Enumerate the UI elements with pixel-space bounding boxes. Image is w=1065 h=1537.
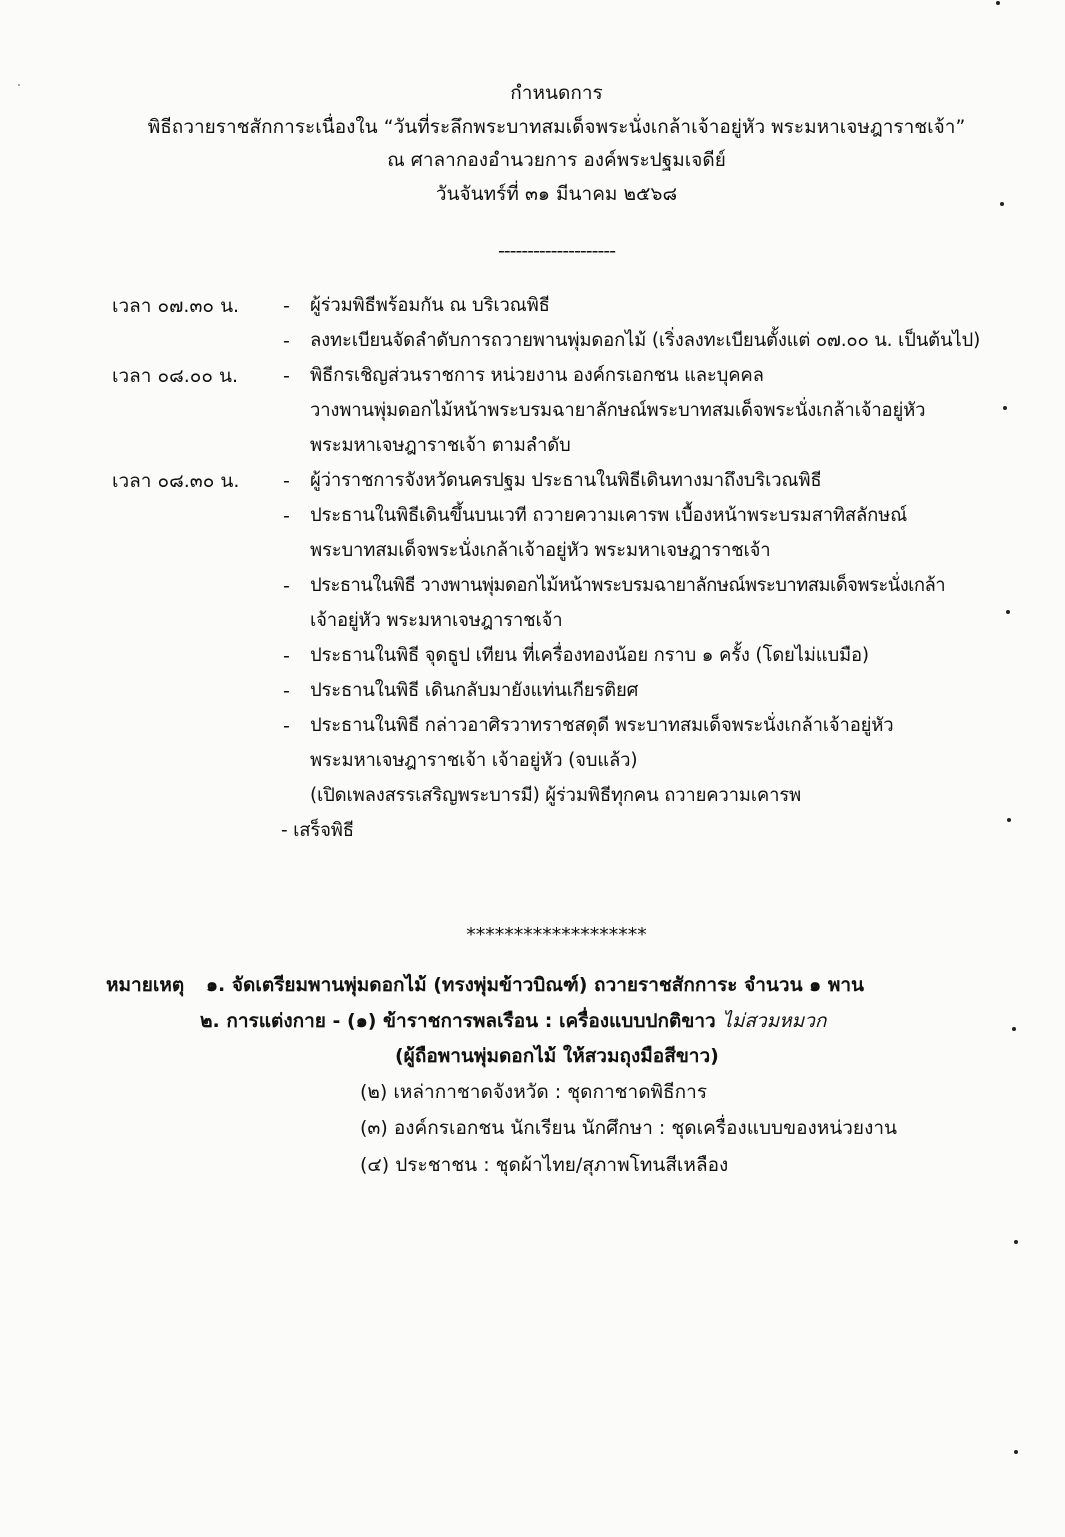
schedule-item-cont: วางพานพุ่มดอกไม้หน้าพระบรมฉายาลักษณ์พระบาทสมเด็จพระนั่งเกล้าเจ้าอยู่หัว [310, 400, 926, 421]
schedule-item: ประธานในพิธี วางพานพุ่มดอกไม้หน้าพระบรมฉายาลักษณ์พระบาทสมเด็จพระนั่งเกล้า [310, 575, 945, 596]
schedule-item: ประธานในพิธี จุดธูป เทียน ที่เครื่องทองน้อย กราบ ๑ ครั้ง (โดยไม่แบมือ) [310, 645, 869, 666]
schedule-item: ลงทะเบียนจัดลำดับการถวายพานพุ่มดอกไม้ (เริ่งลงทะเบียนตั้งแต่ ๐๗.๐๐ น. เป็นต้นไป) [310, 330, 981, 351]
header-divider: -------------------- [497, 240, 616, 262]
scan-speck [1006, 610, 1010, 614]
scan-speck [1000, 202, 1004, 206]
scan-speck [1014, 1240, 1018, 1244]
note-item-cont: (๔) ประชาชน : ชุดผ้าไทย/สุภาพโทนสีเหลือง [360, 1154, 729, 1176]
schedule-item: พิธีกรเชิญส่วนราชการ หน่วยงาน องค์กรเอกชน และบุคคล [310, 365, 764, 386]
bullet-dash: - [283, 330, 290, 352]
bullet-dash: - [283, 680, 290, 702]
notes-label: หมายเหตุ [106, 974, 185, 996]
schedule-item: ประธานในพิธีเดินขึ้นบนเวที ถวายความเคารพ เบื้องหน้าพระบรมสาทิสลักษณ์ [310, 505, 908, 526]
note-item-cont: (๓) องค์กรเอกชน นักเรียน นักศึกษา : ชุดเครื่องแบบของหน่วยงาน [360, 1117, 898, 1139]
schedule-item-cont: พระบาทสมเด็จพระนั่งเกล้าเจ้าอยู่หัว พระมหาเจษฎาราชเจ้า [310, 540, 771, 561]
schedule-item: ผู้ว่าราชการจังหวัดนครปฐม ประธานในพิธีเดินทางมาถึงบริเวณพิธี [310, 470, 822, 491]
scan-speck [996, 1, 1000, 5]
note-item-cont: (ผู้ถือพานพุ่มดอกไม้ ให้สวมถุงมือสีขาว) [395, 1045, 719, 1067]
schedule-time: เวลา ๐๘.๐๐ น. [112, 365, 239, 387]
note-item: ๑. จัดเตรียมพานพุ่มดอกไม้ (ทรงพุ่มข้าวบิณฑ์) ถวายราชสักการะ จำนวน ๑ พาน [206, 974, 865, 996]
schedule-item: ประธานในพิธี เดินกลับมายังแท่นเกียรติยศ [310, 680, 639, 701]
ceremony-date: วันจันทร์ที่ ๓๑ มีนาคม ๒๕๖๘ [435, 183, 678, 205]
scan-speck [1007, 818, 1011, 822]
note-emphasis: ไม่สวมหมวก [722, 1010, 827, 1032]
schedule-item-cont: เจ้าอยู่หัว พระมหาเจษฎาราชเจ้า [310, 610, 563, 631]
schedule-item-cont: พระมหาเจษฎาราชเจ้า เจ้าอยู่หัว (จบแล้ว) [310, 750, 638, 771]
schedule-item: ผู้ร่วมพิธีพร้อมกัน ณ บริเวณพิธี [310, 295, 550, 316]
bullet-dash: - [283, 470, 290, 492]
bullet-dash: - [283, 645, 290, 667]
bullet-dash: - [283, 295, 290, 317]
bullet-dash: - [283, 365, 290, 387]
doc-title: กำหนดการ [510, 82, 603, 104]
schedule-end: - เสร็จพิธี [281, 820, 354, 841]
schedule-item-cont: พระมหาเจษฎาราชเจ้า ตามลำดับ [310, 435, 571, 456]
schedule-item: ประธานในพิธี กล่าวอาศิรวาทราชสดุดี พระบาทสมเด็จพระนั่งเกล้าเจ้าอยู่หัว [310, 715, 894, 736]
bullet-dash: - [283, 715, 290, 737]
note-item [200, 1008, 826, 1034]
note-dress-code: ๒. การแต่งกาย - (๑) ข้าราชการพลเรือน : เครื่องแบบปกติขาว [200, 1010, 723, 1032]
note-item-cont: (๒) เหล่ากาชาดจังหวัด : ชุดกาชาดพิธีการ [360, 1081, 708, 1103]
bullet-dash: - [283, 575, 290, 597]
schedule-time: เวลา ๐๘.๓๐ น. [112, 470, 240, 492]
schedule-item-cont: (เปิดเพลงสรรเสริญพระบารมี) ผู้ร่วมพิธีทุกคน ถวายความเคารพ [310, 785, 802, 806]
schedule-time: เวลา ๐๗.๓๐ น. [112, 295, 240, 317]
scan-speck [1003, 406, 1007, 410]
scan-speck [1012, 1027, 1016, 1031]
section-separator: ******************* [466, 924, 647, 946]
ceremony-name: พิธีถวายราชสักการะเนื่องใน “วันที่ระลึกพระบาทสมเด็จพระนั่งเกล้าเจ้าอยู่หัว พระมหาเจษฎาราชเจ้า” [147, 116, 966, 138]
scan-speck [1014, 1450, 1018, 1454]
ceremony-location: ณ ศาลากองอำนวยการ องค์พระปฐมเจดีย์ [387, 149, 726, 171]
scan-speck [18, 84, 20, 86]
bullet-dash: - [283, 505, 290, 527]
